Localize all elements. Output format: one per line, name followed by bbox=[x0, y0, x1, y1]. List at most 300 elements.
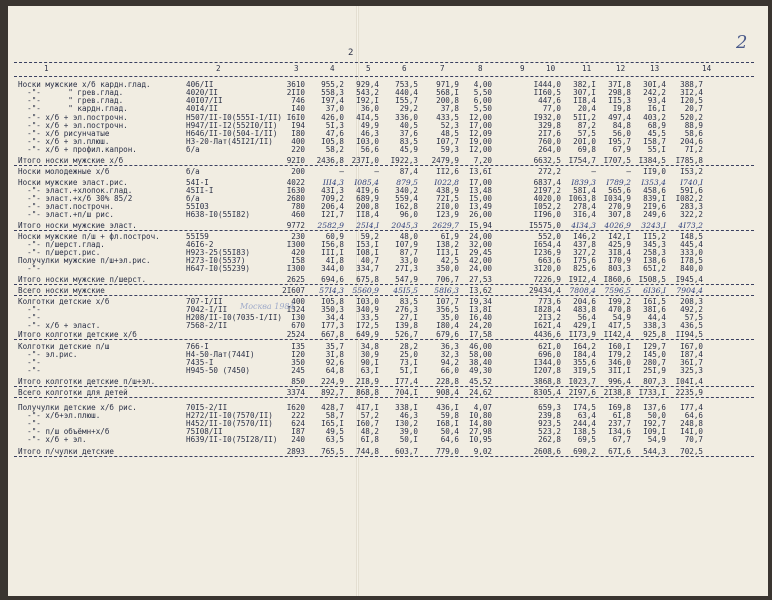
table-cell: 706,7 bbox=[436, 275, 459, 284]
table-cell: I2,00 bbox=[469, 145, 492, 154]
table-cell: 49,30 bbox=[469, 366, 492, 375]
table-cell: 245 bbox=[291, 366, 305, 375]
table-cell: 338,3 bbox=[643, 321, 666, 330]
table-cell: 242,2 bbox=[643, 88, 666, 97]
table-cell: 2I607 bbox=[282, 286, 305, 295]
row-code: Н273-I0(5537) bbox=[186, 256, 246, 265]
table-cell: I07,9 bbox=[395, 240, 418, 249]
table-cell: 222 bbox=[291, 411, 305, 420]
table-cell: I79,2 bbox=[608, 350, 631, 359]
table-cell: 38I,6 bbox=[643, 305, 666, 314]
table-cell: 925,8 bbox=[643, 330, 666, 339]
table-cell: 2I97,6 bbox=[568, 388, 596, 397]
table-cell: I60,I bbox=[608, 342, 631, 351]
total-row bbox=[8, 388, 768, 397]
table-cell: 32,3 bbox=[440, 350, 459, 359]
table-cell: 24,62 bbox=[469, 388, 492, 397]
table-cell: 7808,4 bbox=[569, 286, 596, 295]
total-row bbox=[8, 221, 768, 230]
table-cell: I828,4 bbox=[533, 305, 561, 314]
table-cell: 36,0 bbox=[360, 104, 379, 113]
table-cell: I6,40 bbox=[469, 313, 492, 322]
row-label: -"- " кардн.глад. bbox=[18, 104, 128, 113]
table-cell: I6,I bbox=[647, 104, 666, 113]
table-cell: 45,52 bbox=[469, 377, 492, 386]
table-cell: 48,2 bbox=[360, 427, 379, 436]
table-cell: 24,20 bbox=[469, 321, 492, 330]
table-cell: I65,I bbox=[321, 419, 344, 428]
table-cell: I68,I bbox=[436, 419, 459, 428]
row-label: Колготки детские п/ш bbox=[18, 342, 110, 351]
table-cell: I9I2,4 bbox=[568, 275, 596, 284]
table-cell: I30 bbox=[291, 313, 305, 322]
table-cell: 552,0 bbox=[538, 232, 561, 241]
row-code: 707-I/II bbox=[186, 297, 223, 306]
table-cell: I654,4 bbox=[533, 240, 561, 249]
table-cell: I92,7 bbox=[643, 419, 666, 428]
table-cell: 276,3 bbox=[395, 305, 418, 314]
table-cell: 547,9 bbox=[395, 275, 418, 284]
table-cell: II94,5 bbox=[675, 330, 703, 339]
table-cell: 344,0 bbox=[321, 264, 344, 273]
table-cell: 492,2 bbox=[680, 305, 703, 314]
table-cell: 483,8 bbox=[573, 305, 596, 314]
table-cell: 765,5 bbox=[321, 447, 344, 456]
table-cell: 230 bbox=[291, 232, 305, 241]
table-cell: 248,8 bbox=[680, 419, 703, 428]
row-label: -"- х/б+эл.плюш. bbox=[18, 411, 101, 420]
row-label: Получулки детские х/б рис. bbox=[18, 403, 137, 412]
total-row bbox=[8, 447, 768, 456]
table-cell: 6I,9 bbox=[440, 232, 459, 241]
table-cell: 3I20,0 bbox=[533, 264, 561, 273]
table-cell: 346,0 bbox=[608, 358, 631, 367]
table-cell: 33,0 bbox=[399, 256, 418, 265]
table-cell: 65I,2 bbox=[643, 264, 666, 273]
table-cell: 8305,4 bbox=[533, 388, 561, 397]
table-cell: 25I4,I bbox=[356, 221, 379, 230]
table-cell: 3I9,5 bbox=[573, 366, 596, 375]
table-cell: 45I5,5 bbox=[393, 286, 418, 295]
table-cell: I2I,7 bbox=[321, 210, 344, 219]
table-cell: 92,6 bbox=[325, 358, 344, 367]
table-cell: 4I9,6 bbox=[356, 186, 379, 195]
table-cell: I740,I bbox=[680, 178, 703, 187]
table-cell: 63,5 bbox=[325, 435, 344, 444]
table-cell: 338,I bbox=[395, 403, 418, 412]
table-cell: 27I,3 bbox=[395, 264, 418, 273]
table-cell: 36,3 bbox=[440, 342, 459, 351]
table-cell: 9,02 bbox=[473, 447, 492, 456]
table-cell: 5I,I bbox=[399, 366, 418, 375]
table-cell: — bbox=[626, 167, 631, 176]
table-cell: 200,8 bbox=[356, 202, 379, 211]
table-cell: 603,7 bbox=[395, 447, 418, 456]
table-cell: 64,6 bbox=[684, 411, 703, 420]
table-cell: 40,5 bbox=[399, 121, 418, 130]
table-cell: 333,0 bbox=[680, 248, 703, 257]
table-cell: 92I0 bbox=[286, 156, 305, 165]
table-cell: 4,00 bbox=[473, 80, 492, 89]
table-cell: 240 bbox=[291, 435, 305, 444]
table-cell: 523,2 bbox=[538, 427, 561, 436]
table-cell: 675,8 bbox=[356, 275, 379, 284]
table-cell: 204,6 bbox=[573, 297, 596, 306]
row-label: -"- bbox=[18, 313, 41, 322]
table-cell: 55,I bbox=[647, 145, 666, 154]
table-cell: 929,4 bbox=[356, 80, 379, 89]
table-cell: 840,0 bbox=[680, 264, 703, 273]
table-cell: 56,4 bbox=[577, 313, 596, 322]
table-cell: 94,2 bbox=[440, 358, 459, 367]
row-label: -"- х/б + эл.построчн. bbox=[18, 113, 128, 122]
row-label: Получулки мужские п/ш+эл.рис. bbox=[18, 256, 151, 265]
table-cell: 544,3 bbox=[643, 447, 666, 456]
column-header-row bbox=[8, 64, 768, 76]
table-cell: 497,4 bbox=[608, 113, 631, 122]
table-cell: 206,4 bbox=[321, 202, 344, 211]
row-label: Колготки детские х/б bbox=[18, 297, 110, 306]
table-cell: — bbox=[591, 167, 596, 176]
table-cell: 558,3 bbox=[321, 88, 344, 97]
total-row bbox=[8, 330, 768, 339]
table-cell: I04I,4 bbox=[675, 377, 703, 386]
table-cell: 350 bbox=[291, 358, 305, 367]
table-cell: 825,6 bbox=[573, 264, 596, 273]
table-cell: 27,98 bbox=[469, 427, 492, 436]
row-code: 40I4/II bbox=[186, 104, 219, 113]
table-cell: 329,8 bbox=[538, 121, 561, 130]
table-row bbox=[8, 104, 768, 113]
row-label: -"- " грев.глад. bbox=[18, 96, 124, 105]
table-cell: 340,9 bbox=[356, 305, 379, 314]
row-label: -"- bbox=[18, 358, 41, 367]
table-cell: 663,6 bbox=[538, 256, 561, 265]
table-cell: 704,I bbox=[395, 388, 418, 397]
table-cell: I6I0 bbox=[286, 113, 305, 122]
table-row bbox=[8, 145, 768, 154]
table-cell: I300 bbox=[286, 264, 305, 273]
table-cell: I9,00 bbox=[469, 137, 492, 146]
row-code: 406/II bbox=[186, 80, 214, 89]
row-label: -"- bbox=[18, 264, 41, 273]
table-cell: I4,80 bbox=[469, 419, 492, 428]
table-cell: 72I,5 bbox=[436, 194, 459, 203]
table-cell: III4,3 bbox=[322, 178, 344, 187]
table-cell: 237,7 bbox=[608, 419, 631, 428]
table-cell: I38,2 bbox=[436, 240, 459, 249]
table-cell: 773,6 bbox=[538, 297, 561, 306]
table-cell: 34,4 bbox=[325, 313, 344, 322]
row-label: -"- эл.рис. bbox=[18, 350, 78, 359]
table-cell: 702,5 bbox=[680, 447, 703, 456]
column-header: 2 bbox=[216, 64, 221, 73]
row-label: Носки мужские эласт.рис. bbox=[18, 178, 128, 187]
table-cell: 39,0 bbox=[399, 427, 418, 436]
table-cell: 355,6 bbox=[573, 358, 596, 367]
table-cell: 4022 bbox=[286, 178, 305, 187]
table-cell: I5,00 bbox=[469, 194, 492, 203]
table-cell: 779,0 bbox=[436, 447, 459, 456]
row-code: 54I-I bbox=[186, 178, 209, 187]
table-cell: I052,2 bbox=[533, 202, 561, 211]
table-cell: I789,2 bbox=[606, 178, 631, 187]
row-code: 7042-I/II bbox=[186, 305, 228, 314]
row-label: -"- п/ш объёмн+х/б bbox=[18, 427, 110, 436]
row-label: Носки молодежные х/б bbox=[18, 167, 110, 176]
table-cell: 923,5 bbox=[538, 419, 561, 428]
row-label: -"- х/б + эласт. bbox=[18, 321, 101, 330]
table-cell: 35,7 bbox=[325, 342, 344, 351]
table-cell: 350,3 bbox=[321, 305, 344, 314]
table-cell: I0,80 bbox=[469, 411, 492, 420]
table-cell: 67,7 bbox=[612, 435, 631, 444]
total-row bbox=[8, 377, 768, 386]
row-code: 75I08/II bbox=[186, 427, 223, 436]
total-row bbox=[8, 275, 768, 284]
handwritten-page-number: 2 bbox=[736, 32, 748, 53]
table-cell: 49,5 bbox=[325, 427, 344, 436]
table-cell: 3I8,4 bbox=[608, 248, 631, 257]
table-cell: 3II,I bbox=[608, 366, 631, 375]
row-label: -"- х/б + эл.плюш. bbox=[18, 137, 110, 146]
table-cell: 24,00 bbox=[469, 232, 492, 241]
table-cell: 4,07 bbox=[473, 403, 492, 412]
table-cell: I630 bbox=[286, 186, 305, 195]
table-cell: 84,8 bbox=[612, 121, 631, 130]
table-cell: I58,7 bbox=[643, 137, 666, 146]
table-cell: 445,4 bbox=[680, 240, 703, 249]
table-cell: I05,8 bbox=[321, 137, 344, 146]
row-label: -"- " грев.глад. bbox=[18, 88, 124, 97]
table-row bbox=[8, 264, 768, 273]
table-cell: 37,0 bbox=[325, 104, 344, 113]
row-label: -"- х/б + эл. bbox=[18, 435, 87, 444]
table-cell: I56,8 bbox=[321, 240, 344, 249]
table-cell: 2479,9 bbox=[431, 156, 459, 165]
table-cell: II5,3 bbox=[608, 96, 631, 105]
table-cell: I20,5 bbox=[680, 96, 703, 105]
row-label: -"- bbox=[18, 305, 41, 314]
table-cell: 624 bbox=[291, 419, 305, 428]
table-cell: I05,8 bbox=[321, 297, 344, 306]
table-cell: 6I,8 bbox=[612, 411, 631, 420]
table-cell: 37,6 bbox=[399, 129, 418, 138]
table-cell: 46,00 bbox=[469, 342, 492, 351]
table-cell: 892,7 bbox=[321, 388, 344, 397]
table-cell: I932,0 bbox=[533, 113, 561, 122]
table-cell: 879,5 bbox=[396, 178, 418, 187]
row-label: -"- х/б + эл.построчн. bbox=[18, 121, 128, 130]
table-cell: 64,8 bbox=[325, 366, 344, 375]
column-header: 14 bbox=[702, 64, 712, 73]
table-cell: 35,0 bbox=[440, 313, 459, 322]
table-cell: 400 bbox=[291, 137, 305, 146]
table-cell: I34,6 bbox=[608, 427, 631, 436]
table-cell: 58I,4 bbox=[573, 186, 596, 195]
table-cell: I48,5 bbox=[680, 232, 703, 241]
row-code: Н945-50 (7450) bbox=[186, 366, 251, 375]
table-cell: 52,3 bbox=[440, 121, 459, 130]
table-cell: 26,00 bbox=[469, 210, 492, 219]
table-cell: 5,50 bbox=[473, 104, 492, 113]
table-cell: I55,7 bbox=[395, 96, 418, 105]
table-cell: 48,0 bbox=[399, 232, 418, 241]
section-rule bbox=[14, 339, 754, 340]
table-cell: I063,8 bbox=[568, 194, 596, 203]
table-cell: I7,00 bbox=[469, 121, 492, 130]
table-cell: 224,9 bbox=[321, 377, 344, 386]
table-cell: 7I,2 bbox=[684, 145, 703, 154]
table-cell: 659,3 bbox=[538, 403, 561, 412]
table-cell: 208,3 bbox=[680, 297, 703, 306]
table-cell: I75,6 bbox=[573, 256, 596, 265]
table-cell: 568,I bbox=[436, 88, 459, 97]
table-cell: 249,6 bbox=[643, 210, 666, 219]
table-cell: 4020,0 bbox=[533, 194, 561, 203]
table-cell: 37I,8 bbox=[608, 80, 631, 89]
table-cell: 298,8 bbox=[608, 88, 631, 97]
row-label: Всего носки мужские bbox=[18, 286, 105, 295]
table-cell: I0,95 bbox=[469, 435, 492, 444]
table-cell: 50,I bbox=[399, 435, 418, 444]
row-code: Н646/II-I0(504-I/II) bbox=[186, 129, 278, 138]
table-cell: I3,49 bbox=[469, 202, 492, 211]
table-cell: I74,5 bbox=[573, 403, 596, 412]
row-code: 4020/II bbox=[186, 88, 219, 97]
page-number: 2 bbox=[348, 48, 354, 58]
table-cell: 667,8 bbox=[321, 330, 344, 339]
table-cell: 58,2 bbox=[325, 145, 344, 154]
table-cell: 3868,8 bbox=[533, 377, 561, 386]
table-cell: 64,6 bbox=[440, 435, 459, 444]
table-cell: I07,7 bbox=[436, 297, 459, 306]
table-cell: 46,3 bbox=[360, 129, 379, 138]
column-header: 3 bbox=[294, 64, 299, 73]
table-cell: 4I7,I bbox=[356, 403, 379, 412]
table-cell: 426,0 bbox=[321, 113, 344, 122]
table-cell: 4I34,3 bbox=[571, 221, 596, 230]
table-cell: 5I,3 bbox=[325, 121, 344, 130]
table-cell: I7,00 bbox=[469, 178, 492, 187]
table-cell: 753,5 bbox=[395, 80, 418, 89]
table-cell: 440,4 bbox=[395, 88, 418, 97]
row-code: б/а bbox=[186, 194, 200, 203]
total-row bbox=[8, 156, 768, 165]
table-cell: 9772 bbox=[286, 221, 305, 230]
table-cell: 57I4,3 bbox=[319, 286, 344, 295]
table-cell: 420 bbox=[291, 248, 305, 257]
table-cell: II9,0 bbox=[643, 167, 666, 176]
section-rule bbox=[14, 230, 754, 231]
table-cell: I42,I bbox=[608, 232, 631, 241]
section-rule bbox=[14, 456, 754, 457]
table-cell: 30,9 bbox=[360, 350, 379, 359]
row-label: -"- п/шерст.глад. bbox=[18, 240, 105, 249]
table-cell: 244,4 bbox=[573, 419, 596, 428]
table-cell: 27,I bbox=[399, 313, 418, 322]
table-cell: 3374 bbox=[286, 388, 305, 397]
table-cell: 2235,9 bbox=[675, 388, 703, 397]
column-header: 9 bbox=[520, 64, 525, 73]
row-label: Итого носки мужские эласт. bbox=[18, 221, 137, 230]
table-cell: I46,2 bbox=[573, 232, 596, 241]
row-label: Всего колготки для детей bbox=[18, 388, 128, 397]
table-cell: 90,I bbox=[360, 358, 379, 367]
table-cell: — bbox=[374, 167, 379, 176]
section-rule bbox=[14, 386, 754, 387]
table-cell: I77,4 bbox=[395, 377, 418, 386]
table-cell: 2625 bbox=[286, 275, 305, 284]
column-header: 1 bbox=[44, 64, 49, 73]
table-cell: 345,3 bbox=[643, 240, 666, 249]
table-cell: 3243,I bbox=[641, 221, 666, 230]
table-cell: I3,8I bbox=[469, 305, 492, 314]
table-cell: I37,6 bbox=[643, 403, 666, 412]
section-rule bbox=[14, 295, 754, 296]
table-cell: 4I73,2 bbox=[678, 221, 703, 230]
table-cell: I78,5 bbox=[680, 256, 703, 265]
table-cell: 204,6 bbox=[680, 137, 703, 146]
table-cell: 62I,0 bbox=[538, 342, 561, 351]
table-cell: 429,I bbox=[573, 321, 596, 330]
row-code: Н452/II-I0(7570/II) bbox=[186, 419, 273, 428]
table-cell: I94 bbox=[291, 121, 305, 130]
table-cell: 955,2 bbox=[321, 80, 344, 89]
table-cell: 356,5 bbox=[436, 305, 459, 314]
table-cell: 60,9 bbox=[325, 232, 344, 241]
table-cell: I085,4 bbox=[354, 178, 379, 187]
row-label: -"- х/б + профил.капрон. bbox=[18, 145, 137, 154]
table-cell: 336,0 bbox=[395, 113, 418, 122]
table-cell: I839,3 bbox=[571, 178, 596, 187]
table-cell: I5,94 bbox=[469, 221, 492, 230]
table-cell: 2582,9 bbox=[317, 221, 344, 230]
table-cell: I20 bbox=[291, 350, 305, 359]
table-cell: 59,2 bbox=[360, 232, 379, 241]
table-cell: I80 bbox=[291, 129, 305, 138]
table-cell: I30,2 bbox=[395, 419, 418, 428]
row-label: -"- эласт.+п/ш рис. bbox=[18, 210, 115, 219]
section-rule bbox=[14, 397, 754, 398]
table-cell: 45,9 bbox=[399, 145, 418, 154]
table-cell: I022,8 bbox=[434, 178, 459, 187]
table-cell: I4I,0 bbox=[680, 427, 703, 436]
table-cell: 670 bbox=[291, 321, 305, 330]
table-cell: 803,3 bbox=[608, 264, 631, 273]
table-cell: 93,4 bbox=[647, 96, 666, 105]
table-cell: 2436,8 bbox=[316, 156, 344, 165]
table-cell: 237I,0 bbox=[351, 156, 379, 165]
row-code: Н272/II-I0(7570/II) bbox=[186, 411, 273, 420]
table-cell: I207,8 bbox=[533, 366, 561, 375]
table-cell: I9,34 bbox=[469, 297, 492, 306]
table-cell: 694,6 bbox=[321, 275, 344, 284]
row-label: Носки мужские х/б кардн.глад. bbox=[18, 80, 151, 89]
table-cell: II60,5 bbox=[533, 88, 561, 97]
table-cell: 33,5 bbox=[360, 313, 379, 322]
table-cell: I87 bbox=[291, 427, 305, 436]
table-cell: 6837,4 bbox=[533, 178, 561, 187]
row-label: -"- п/шерст.рис. bbox=[18, 248, 101, 257]
table-row bbox=[8, 366, 768, 375]
table-cell: 2629,7 bbox=[432, 221, 459, 230]
column-header: 12 bbox=[616, 64, 626, 73]
table-cell: 46,3 bbox=[399, 411, 418, 420]
row-label: -"- эласт.+хлопок.глад. bbox=[18, 186, 133, 195]
table-cell: I69,8 bbox=[608, 403, 631, 412]
table-cell: I80,4 bbox=[436, 321, 459, 330]
